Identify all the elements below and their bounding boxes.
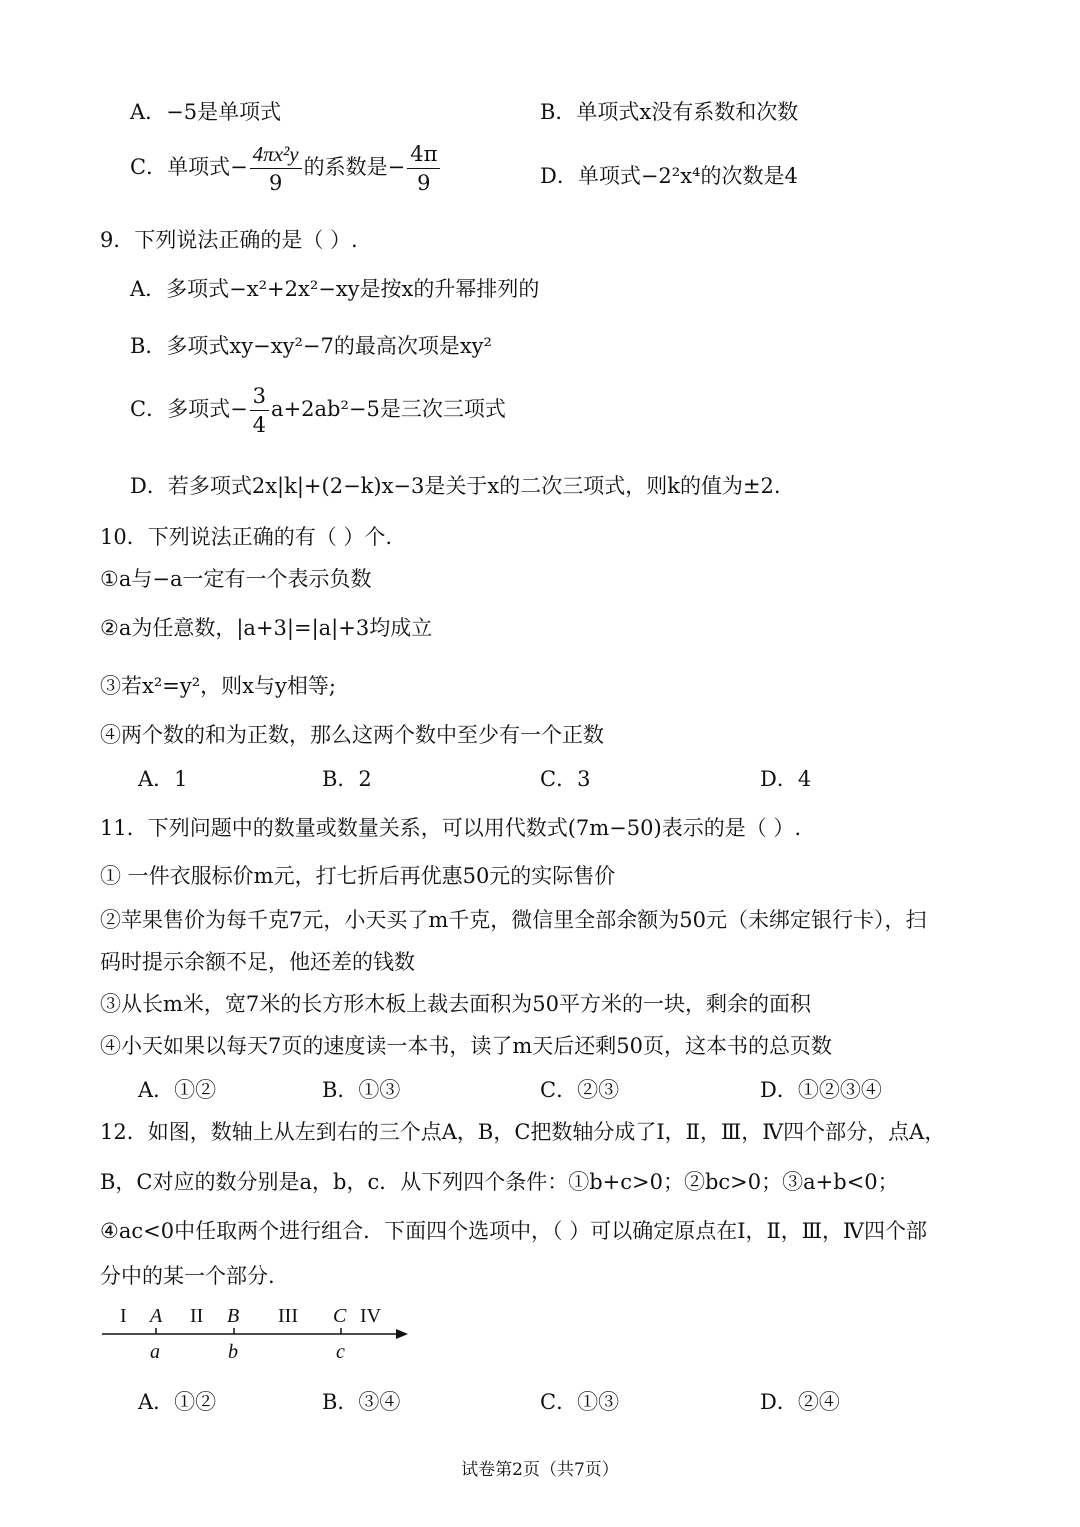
- q10-statement-2: ②a为任意数，|a+3|=|a|+3均成立: [100, 616, 433, 640]
- q12-line-3: ④ac<0中任取两个进行组合．下面四个选项中，（ ）可以确定原点在Ⅰ，Ⅱ，Ⅲ，Ⅳ四个部: [100, 1219, 928, 1243]
- q10-stem: 10．下列说法正确的有（ ）个.: [100, 525, 393, 549]
- q12-option-a: A．①②: [138, 1390, 217, 1414]
- q10-option-b: B．2: [322, 767, 372, 791]
- q11-statement-2: ②苹果售价为每千克7元，小天买了m千克，微信里全部余额为50元（未绑定银行卡），扫: [100, 908, 927, 932]
- q9-option-b: B．多项式xy−xy²−7的最高次项是xy²: [130, 334, 492, 358]
- point-label-a: A: [150, 1305, 163, 1327]
- q12-option-b: B．③④: [322, 1390, 401, 1414]
- value-label-a: a: [150, 1341, 160, 1363]
- page-footer: 试卷第2页（共7页）: [461, 1460, 619, 1480]
- q11-statement-3: ③从长m米，宽7米的长方形木板上裁去面积为50平方米的一块，剩余的面积: [100, 992, 811, 1016]
- q9-option-a: A．多项式−x²+2x²−xy是按x的升幂排列的: [130, 277, 540, 301]
- q12-option-c: C．①③: [540, 1390, 620, 1414]
- q9-stem: 9．下列说法正确的是（ ）.: [100, 228, 358, 252]
- q9-option-d: D．若多项式2x|k|+(2−k)x−3是关于x的二次三项式，则k的值为±2.: [130, 474, 781, 498]
- number-line-arrow-icon: [396, 1329, 408, 1339]
- q12-line-1: 12．如图，数轴上从左到右的三个点A，B，C把数轴分成了Ⅰ，Ⅱ，Ⅲ，Ⅳ四个部分，点A，: [100, 1120, 946, 1144]
- q10-option-d: D．4: [760, 767, 812, 791]
- q9-option-c: [130, 382, 506, 439]
- region-label-1: I: [120, 1305, 127, 1327]
- q12-line-2: B，C对应的数分别是a，b，c．从下列四个条件：①b+c>0；②bc>0；③a+b<0；: [100, 1170, 899, 1194]
- q9-option-c-prefix: C．多项式−: [130, 397, 248, 421]
- region-label-2: II: [190, 1305, 204, 1327]
- q11-statement-2-continued: 码时提示余额不足，他还差的钱数: [100, 950, 415, 974]
- q11-statement-1: ① 一件衣服标价m元，打七折后再优惠50元的实际售价: [100, 864, 616, 888]
- number-line-figure: [100, 1300, 420, 1370]
- q8-c-fraction-1: $\frac{\text{4πx²y}}{9}$: [250, 140, 302, 197]
- q11-option-b: B．①③: [322, 1078, 401, 1102]
- q11-option-c: C．②③: [540, 1078, 620, 1102]
- q11-stem: 11．下列问题中的数量或数量关系，可以用代数式(7m−50)表示的是（ ）.: [100, 816, 802, 840]
- q10-statement-4: ④两个数的和为正数，那么这两个数中至少有一个正数: [100, 723, 604, 747]
- q8-option-d: D．单项式−2²x⁴的次数是4: [540, 164, 798, 188]
- region-label-3: III: [278, 1305, 298, 1327]
- q10-statement-1: ①a与−a一定有一个表示负数: [100, 567, 372, 591]
- q8-c-fraction-2: $\frac{4\pi}{9}$: [407, 140, 440, 197]
- q8-option-b: B．单项式x没有系数和次数: [540, 100, 799, 124]
- value-label-c: c: [336, 1341, 345, 1363]
- q8-option-c-prefix: C．单项式−: [130, 155, 248, 179]
- point-label-c: C: [333, 1305, 347, 1327]
- point-label-b: B: [227, 1305, 240, 1327]
- q9-c-fraction: $\frac{3}{4}$: [250, 382, 269, 439]
- q11-option-d: D．①②③④: [760, 1078, 882, 1102]
- q11-statement-4: ④小天如果以每天7页的速度读一本书，读了m天后还剩50页，这本书的总页数: [100, 1034, 832, 1058]
- region-label-4: IV: [360, 1305, 382, 1327]
- q10-option-c: C．3: [540, 767, 591, 791]
- q11-option-a: A．①②: [138, 1078, 217, 1102]
- q12-line-4: 分中的某一个部分.: [100, 1264, 275, 1288]
- q10-option-a: A．1: [138, 767, 188, 791]
- value-label-b: b: [228, 1341, 238, 1363]
- q9-option-c-suffix: a+2ab²−5是三次三项式: [271, 397, 506, 421]
- q8-option-c: [130, 140, 442, 197]
- q10-statement-3: ③若x²=y²，则x与y相等;: [100, 674, 336, 698]
- q8-option-a: A．−5是单项式: [130, 100, 282, 124]
- q12-option-d: D．②④: [760, 1390, 840, 1414]
- q8-option-c-mid: 的系数是−: [303, 155, 406, 179]
